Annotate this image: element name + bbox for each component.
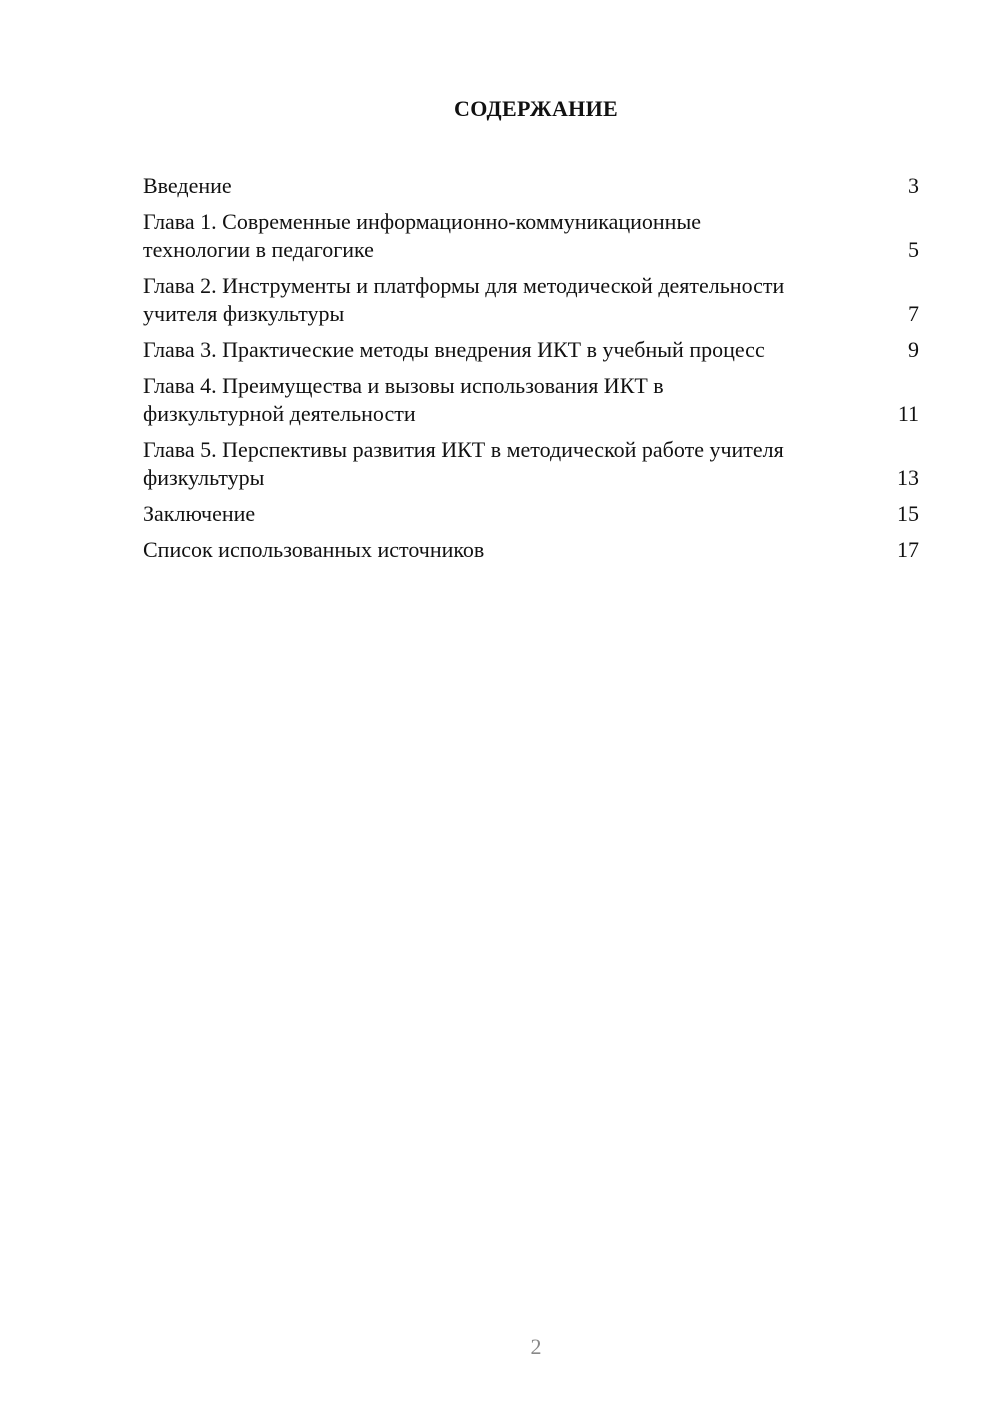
toc-entry-introduction[interactable] bbox=[143, 172, 919, 200]
toc-entry-title: Глава 3. Практические методы внедрения ИКТ в учебный процесс bbox=[143, 337, 765, 362]
toc-entry-page: 11 bbox=[897, 401, 919, 426]
page-title: СОДЕРЖАНИЕ bbox=[454, 96, 618, 121]
toc-entry-chapter-2[interactable] bbox=[143, 272, 919, 328]
toc-entry-title: Глава 2. Инструменты и платформы для методической деятельности учителя физкультуры bbox=[143, 273, 785, 326]
toc-entry-page: 7 bbox=[908, 301, 919, 326]
toc-entry-title: Глава 4. Преимущества и вызовы использования ИКТ в физкультурной деятельности bbox=[143, 373, 664, 426]
page-number: 2 bbox=[530, 1334, 542, 1359]
toc-entry-chapter-1[interactable] bbox=[143, 208, 919, 264]
toc-entry-references[interactable] bbox=[143, 536, 919, 564]
toc-entry-title: Список использованных источников bbox=[143, 537, 485, 562]
toc-entry-title: Глава 5. Перспективы развития ИКТ в методической работе учителя физкультуры bbox=[143, 437, 784, 490]
toc-entry-page: 17 bbox=[897, 537, 919, 562]
toc-entry-page: 9 bbox=[908, 337, 919, 362]
toc-entry-page: 13 bbox=[897, 465, 919, 490]
toc-entry-title: Введение bbox=[143, 173, 232, 198]
toc-entry-page: 5 bbox=[908, 237, 919, 262]
toc-entry-title: Заключение bbox=[143, 501, 256, 526]
table-of-contents bbox=[143, 172, 919, 572]
toc-entry-page: 3 bbox=[908, 173, 919, 198]
toc-entry-chapter-4[interactable] bbox=[143, 372, 919, 428]
toc-entry-page: 15 bbox=[897, 501, 919, 526]
toc-entry-conclusion[interactable] bbox=[143, 500, 919, 528]
toc-entry-chapter-3[interactable] bbox=[143, 336, 919, 364]
toc-entry-chapter-5[interactable] bbox=[143, 436, 919, 492]
toc-entry-title: Глава 1. Современные информационно-коммуникационные технологии в педагогике bbox=[143, 209, 702, 262]
